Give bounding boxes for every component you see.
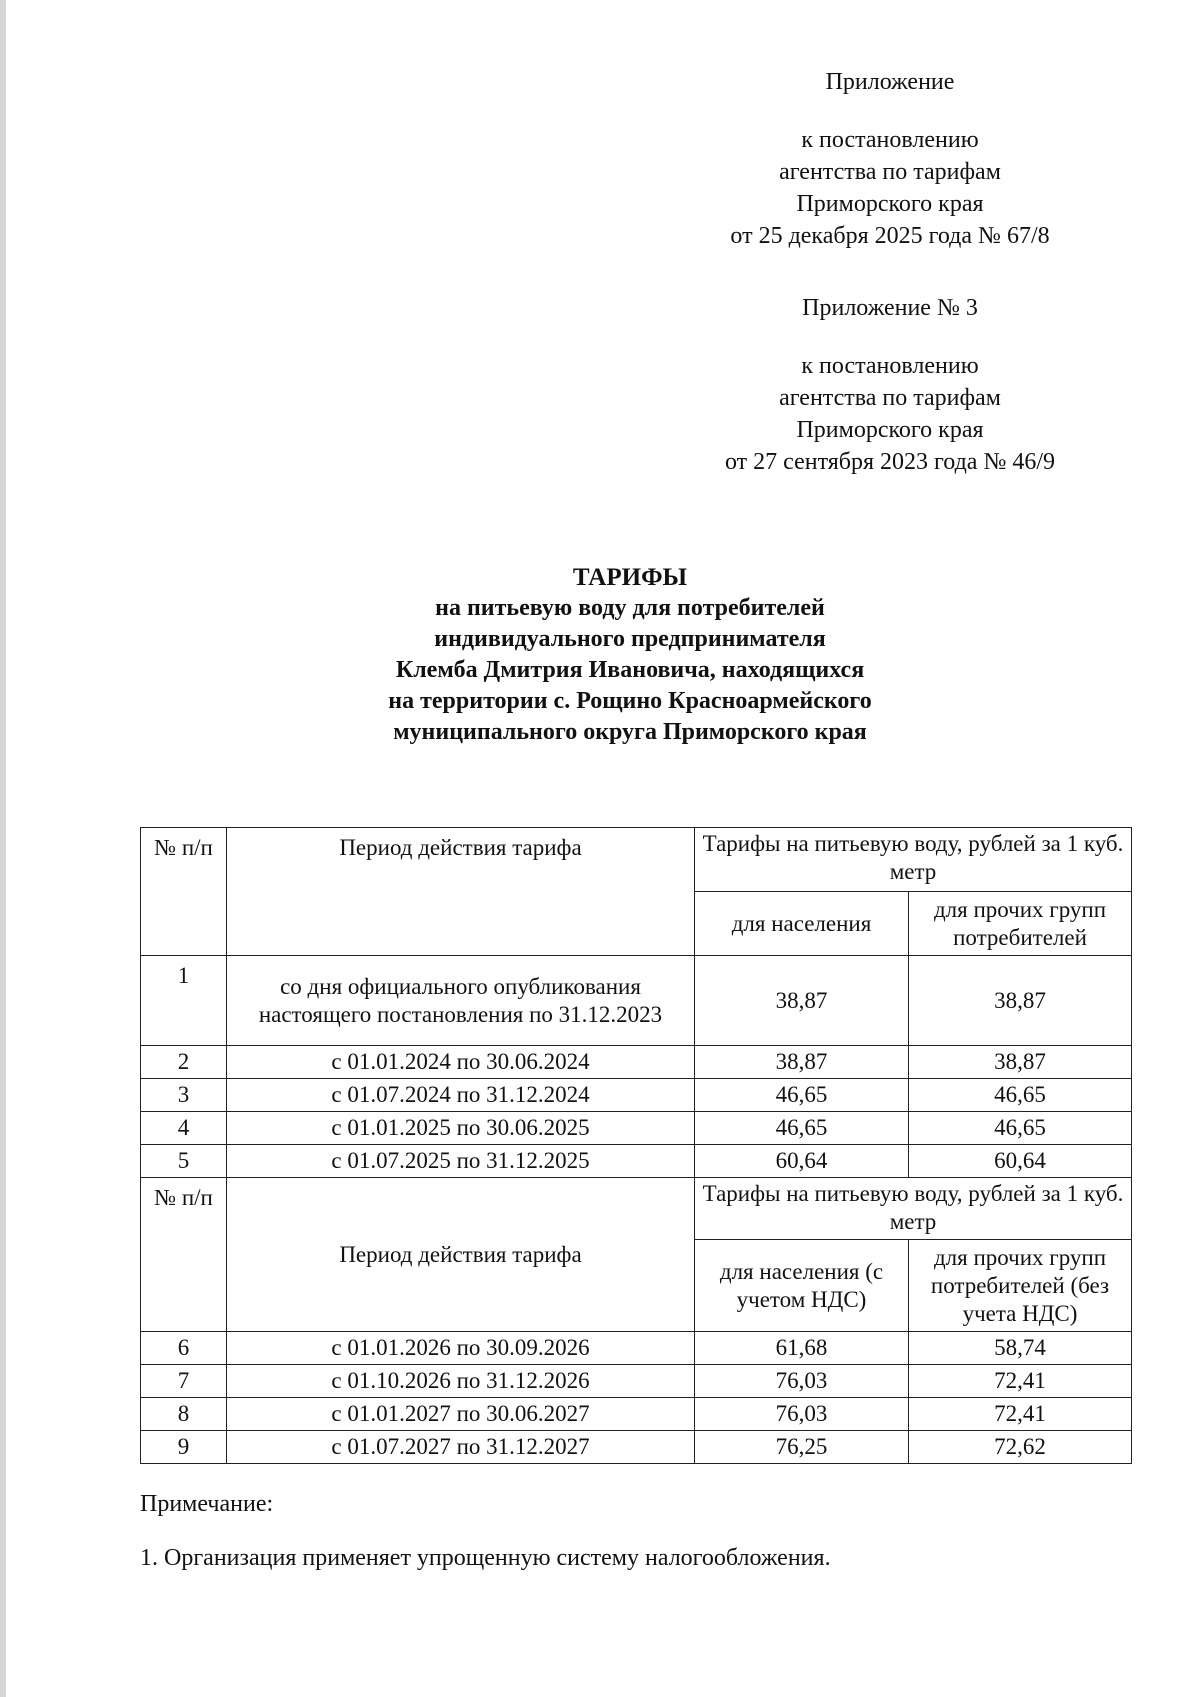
table-row	[141, 1145, 1132, 1178]
row-period: со дня официального опубликования настоящего постановления по 31.12.2023	[227, 956, 695, 1046]
table-row	[141, 1365, 1132, 1398]
document-title-main: ТАРИФЫ	[572, 564, 688, 591]
appendix-original-title: Приложение № 3	[802, 295, 978, 321]
appendix-current-line: к постановлению	[801, 127, 979, 153]
row-other: 46,65	[909, 1112, 1132, 1145]
table-row	[141, 1332, 1132, 1365]
row-population: 76,03	[695, 1365, 909, 1398]
row-num: 8	[141, 1398, 227, 1431]
row-period: с 01.10.2026 по 31.12.2026	[227, 1365, 695, 1398]
header-population: для населения	[695, 892, 909, 956]
document-title-line: Клемба Дмитрия Ивановича, находящихся	[395, 657, 865, 683]
header2-other: для прочих групп потребителей (без учета НДС)	[909, 1240, 1132, 1332]
row-population: 61,68	[695, 1332, 909, 1365]
row-population: 60,64	[695, 1145, 909, 1178]
appendix-current-line: от 25 декабря 2025 года № 67/8	[730, 223, 1050, 249]
row-other: 46,65	[909, 1079, 1132, 1112]
table-row	[141, 956, 1132, 1046]
row-num: 7	[141, 1365, 227, 1398]
document-title-line: муниципального округа Приморского края	[393, 719, 867, 745]
table-row	[141, 1398, 1132, 1431]
row-period: с 01.01.2024 по 30.06.2024	[227, 1046, 695, 1079]
row-period: с 01.01.2025 по 30.06.2025	[227, 1112, 695, 1145]
header-tariffs: Тарифы на питьевую воду, рублей за 1 куб. метр	[695, 828, 1132, 892]
row-population: 38,87	[695, 1046, 909, 1079]
row-population: 76,25	[695, 1431, 909, 1464]
row-period: с 01.01.2027 по 30.06.2027	[227, 1398, 695, 1431]
row-population: 46,65	[695, 1112, 909, 1145]
row-num: 4	[141, 1112, 227, 1145]
row-other: 38,87	[909, 956, 1132, 1046]
table-row	[141, 1079, 1132, 1112]
row-num: 9	[141, 1431, 227, 1464]
appendix-original-line: от 27 сентября 2023 года № 46/9	[724, 449, 1056, 475]
row-num: 2	[141, 1046, 227, 1079]
row-period: с 01.07.2025 по 31.12.2025	[227, 1145, 695, 1178]
appendix-current-block	[660, 66, 1120, 252]
row-num: 6	[141, 1332, 227, 1365]
row-other: 72,41	[909, 1365, 1132, 1398]
page-edge	[0, 0, 6, 1697]
document-title	[260, 562, 1000, 748]
appendix-original-line: к постановлению	[801, 353, 979, 379]
header-other: для прочих групп потребителей	[909, 892, 1132, 956]
row-period: с 01.01.2026 по 30.09.2026	[227, 1332, 695, 1365]
row-population: 46,65	[695, 1079, 909, 1112]
appendix-current-title: Приложение	[825, 69, 955, 95]
row-num: 3	[141, 1079, 227, 1112]
row-num: 5	[141, 1145, 227, 1178]
tariff-table	[140, 827, 1132, 1464]
header2-tariffs: Тарифы на питьевую воду, рублей за 1 куб. метр	[695, 1178, 1132, 1240]
header2-period: Период действия тарифа	[227, 1178, 695, 1332]
row-population: 76,03	[695, 1398, 909, 1431]
document-title-line: на территории с. Рощино Красноармейского	[388, 688, 872, 714]
table-row	[141, 1112, 1132, 1145]
note-block	[140, 1488, 831, 1574]
row-other: 72,41	[909, 1398, 1132, 1431]
appendix-current-line: агентства по тарифам	[779, 159, 1001, 185]
note-title: Примечание:	[140, 1491, 274, 1517]
row-other: 60,64	[909, 1145, 1132, 1178]
document-title-line: индивидуального предпринимателя	[434, 626, 826, 652]
row-other: 58,74	[909, 1332, 1132, 1365]
row-period: с 01.07.2027 по 31.12.2027	[227, 1431, 695, 1464]
appendix-original-line: Приморского края	[796, 417, 984, 443]
appendix-original-block	[660, 292, 1120, 478]
row-population: 38,87	[695, 956, 909, 1046]
note-item: 1. Организация применяет упрощенную систему налогообложения.	[140, 1545, 831, 1571]
appendix-original-line: агентства по тарифам	[779, 385, 1001, 411]
row-other: 38,87	[909, 1046, 1132, 1079]
document-title-line: на питьевую воду для потребителей	[435, 595, 825, 621]
row-other: 72,62	[909, 1431, 1132, 1464]
header2-num: № п/п	[141, 1178, 227, 1332]
table-row	[141, 1431, 1132, 1464]
header2-population: для населения (с учетом НДС)	[695, 1240, 909, 1332]
header-period: Период действия тарифа	[227, 828, 695, 956]
header-num: № п/п	[141, 828, 227, 956]
appendix-current-line: Приморского края	[796, 191, 984, 217]
table-row	[141, 1046, 1132, 1079]
row-num: 1	[141, 956, 227, 1046]
row-period: с 01.07.2024 по 31.12.2024	[227, 1079, 695, 1112]
